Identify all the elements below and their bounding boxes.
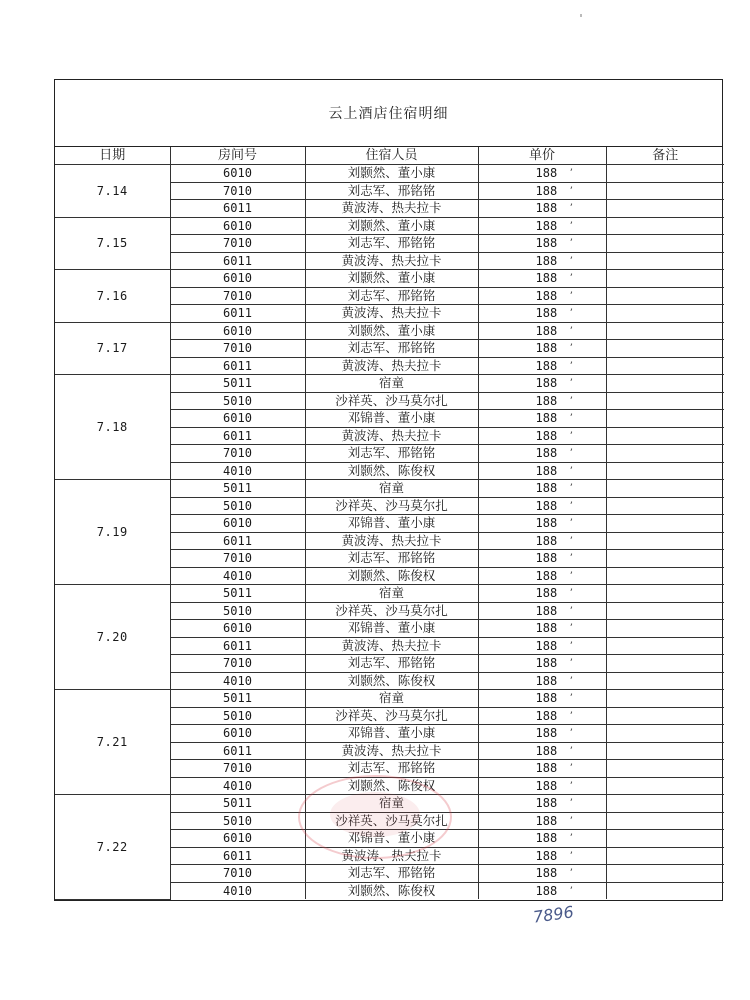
price-value: 188 — [535, 848, 558, 863]
price-cell — [478, 865, 606, 883]
price-cell — [478, 357, 606, 375]
price-value: 188 — [535, 568, 558, 583]
guests-cell: 黄波涛、热夫拉卡 — [305, 427, 478, 445]
note-cell — [606, 340, 724, 358]
guests-cell: 黄波涛、热夫拉卡 — [305, 357, 478, 375]
note-cell — [606, 865, 724, 883]
table-row — [55, 375, 724, 393]
price-cell — [478, 445, 606, 463]
guests-cell: 刘颢然、董小康 — [305, 217, 478, 235]
check-mark-icon: ʼ — [568, 500, 574, 511]
handwritten-total: 7896 — [531, 902, 575, 927]
check-mark-icon: ʼ — [568, 448, 574, 458]
lodging-table — [55, 147, 724, 900]
price-cell — [478, 795, 606, 813]
guests-cell: 刘志军、邢铭铭 — [305, 287, 478, 305]
header-guests: 住宿人员 — [305, 147, 478, 165]
check-mark-icon: ʼ — [568, 693, 574, 703]
note-cell — [606, 392, 724, 410]
note-cell — [606, 847, 724, 865]
scan-speck — [580, 14, 582, 17]
guests-cell: 沙祥英、沙马莫尔扎 — [305, 497, 478, 515]
room-cell: 6010 — [170, 620, 305, 638]
room-cell: 4010 — [170, 777, 305, 795]
guests-cell: 刘志军、邢铭铭 — [305, 235, 478, 253]
room-cell: 5010 — [170, 602, 305, 620]
room-cell: 5010 — [170, 707, 305, 725]
note-cell — [606, 882, 724, 899]
guests-cell: 沙祥英、沙马莫尔扎 — [305, 392, 478, 410]
check-mark-icon: ʼ — [568, 868, 574, 878]
check-mark-icon: ʼ — [568, 290, 574, 301]
guests-cell: 刘志军、邢铭铭 — [305, 445, 478, 463]
note-cell — [606, 410, 724, 428]
price-cell — [478, 672, 606, 690]
note-cell — [606, 322, 724, 340]
price-value: 188 — [535, 411, 558, 426]
check-mark-icon: ʼ — [568, 710, 574, 721]
price-cell — [478, 480, 606, 498]
guests-cell: 刘颢然、董小康 — [305, 165, 478, 183]
header-note: 备注 — [606, 147, 724, 165]
guests-cell: 黄波涛、热夫拉卡 — [305, 532, 478, 550]
guests-cell: 刘志军、邢铭铭 — [305, 865, 478, 883]
price-cell — [478, 497, 606, 515]
price-value: 188 — [535, 586, 558, 601]
room-cell: 6011 — [170, 357, 305, 375]
note-cell — [606, 602, 724, 620]
note-cell — [606, 445, 724, 463]
guests-cell: 沙祥英、沙马莫尔扎 — [305, 707, 478, 725]
price-value: 188 — [535, 726, 558, 741]
note-cell — [606, 515, 724, 533]
price-cell — [478, 567, 606, 585]
price-value: 188 — [535, 761, 558, 776]
guests-cell: 黄波涛、热夫拉卡 — [305, 742, 478, 760]
price-cell — [478, 182, 606, 200]
note-cell — [606, 812, 724, 830]
check-mark-icon: ʼ — [568, 553, 574, 563]
room-cell: 5010 — [170, 812, 305, 830]
check-mark-icon: ʼ — [568, 518, 574, 528]
room-cell: 6010 — [170, 725, 305, 743]
price-value: 188 — [535, 533, 558, 548]
price-cell — [478, 725, 606, 743]
price-value: 188 — [535, 358, 558, 373]
check-mark-icon: ʼ — [568, 885, 574, 896]
price-value: 188 — [535, 463, 558, 478]
price-value: 188 — [535, 393, 558, 408]
price-value: 188 — [535, 883, 558, 898]
room-cell: 6010 — [170, 515, 305, 533]
room-cell: 7010 — [170, 550, 305, 568]
note-cell — [606, 217, 724, 235]
check-mark-icon: ʼ — [568, 833, 574, 843]
price-value: 188 — [535, 253, 558, 268]
room-cell: 7010 — [170, 655, 305, 673]
room-cell: 6010 — [170, 830, 305, 848]
guests-cell: 黄波涛、热夫拉卡 — [305, 637, 478, 655]
price-value: 188 — [535, 323, 558, 338]
date-cell: 7.17 — [55, 322, 170, 375]
note-cell — [606, 567, 724, 585]
lodging-sheet — [54, 79, 723, 901]
price-value: 188 — [535, 288, 558, 303]
room-cell: 6011 — [170, 305, 305, 323]
guests-cell: 邓锦普、董小康 — [305, 515, 478, 533]
room-cell: 6010 — [170, 270, 305, 288]
note-cell — [606, 620, 724, 638]
check-mark-icon: ʼ — [568, 360, 574, 371]
date-cell: 7.19 — [55, 480, 170, 585]
header-row — [55, 147, 724, 165]
room-cell: 6011 — [170, 637, 305, 655]
note-cell — [606, 777, 724, 795]
guests-cell: 刘颢然、陈俊权 — [305, 462, 478, 480]
price-cell — [478, 392, 606, 410]
note-cell — [606, 165, 724, 183]
room-cell: 7010 — [170, 182, 305, 200]
note-cell — [606, 550, 724, 568]
table-row — [55, 165, 724, 183]
check-mark-icon: ʼ — [568, 465, 574, 476]
price-value: 188 — [535, 201, 558, 216]
price-value: 188 — [535, 516, 558, 531]
note-cell — [606, 497, 724, 515]
price-cell — [478, 690, 606, 708]
guests-cell: 刘志军、邢铭铭 — [305, 550, 478, 568]
note-cell — [606, 585, 724, 603]
guests-cell: 刘颢然、陈俊权 — [305, 882, 478, 899]
room-cell: 5010 — [170, 392, 305, 410]
price-value: 188 — [535, 638, 558, 653]
price-value: 188 — [535, 673, 558, 688]
price-cell — [478, 287, 606, 305]
price-value: 188 — [535, 813, 558, 828]
check-mark-icon: ʼ — [568, 185, 574, 196]
guests-cell: 黄波涛、热夫拉卡 — [305, 305, 478, 323]
guests-cell: 刘志军、邢铭铭 — [305, 760, 478, 778]
check-mark-icon: ʼ — [568, 728, 574, 738]
room-cell: 4010 — [170, 672, 305, 690]
price-cell — [478, 217, 606, 235]
check-mark-icon: ʼ — [568, 308, 574, 318]
price-cell — [478, 375, 606, 393]
room-cell: 6010 — [170, 410, 305, 428]
note-cell — [606, 672, 724, 690]
document-title — [55, 80, 722, 147]
check-mark-icon: ʼ — [568, 850, 574, 861]
price-cell — [478, 655, 606, 673]
check-mark-icon: ʼ — [568, 798, 574, 808]
price-value: 188 — [535, 708, 558, 723]
guests-cell: 刘颢然、董小康 — [305, 270, 478, 288]
guests-cell: 宿童 — [305, 375, 478, 393]
table-row — [55, 217, 724, 235]
room-cell: 6011 — [170, 742, 305, 760]
date-cell: 7.20 — [55, 585, 170, 690]
date-cell: 7.14 — [55, 165, 170, 218]
table-body — [55, 165, 724, 900]
price-value: 188 — [535, 796, 558, 811]
price-cell — [478, 602, 606, 620]
price-cell — [478, 305, 606, 323]
price-cell — [478, 515, 606, 533]
price-value: 188 — [535, 656, 558, 671]
check-mark-icon: ʼ — [568, 220, 574, 231]
guests-cell: 黄波涛、热夫拉卡 — [305, 252, 478, 270]
guests-cell: 刘颢然、陈俊权 — [305, 567, 478, 585]
guests-cell: 刘颢然、陈俊权 — [305, 777, 478, 795]
price-cell — [478, 830, 606, 848]
table-row — [55, 270, 724, 288]
price-cell — [478, 550, 606, 568]
price-value: 188 — [535, 341, 558, 356]
price-cell — [478, 270, 606, 288]
price-value: 188 — [535, 428, 558, 443]
check-mark-icon: ʼ — [568, 378, 574, 388]
price-value: 188 — [535, 603, 558, 618]
date-cell: 7.16 — [55, 270, 170, 323]
room-cell: 7010 — [170, 235, 305, 253]
guests-cell: 宿童 — [305, 795, 478, 813]
guests-cell: 黄波涛、热夫拉卡 — [305, 200, 478, 218]
check-mark-icon: ʼ — [568, 483, 574, 493]
note-cell — [606, 725, 724, 743]
check-mark-icon: ʼ — [568, 203, 574, 213]
room-cell: 4010 — [170, 462, 305, 480]
guests-cell: 沙祥英、沙马莫尔扎 — [305, 812, 478, 830]
guests-cell: 宿童 — [305, 585, 478, 603]
note-cell — [606, 200, 724, 218]
guests-cell: 邓锦普、董小康 — [305, 830, 478, 848]
room-cell: 7010 — [170, 287, 305, 305]
guests-cell: 邓锦普、董小康 — [305, 620, 478, 638]
price-value: 188 — [535, 551, 558, 566]
guests-cell: 沙祥英、沙马莫尔扎 — [305, 602, 478, 620]
room-cell: 6011 — [170, 532, 305, 550]
room-cell: 4010 — [170, 882, 305, 899]
room-cell: 4010 — [170, 567, 305, 585]
check-mark-icon: ʼ — [568, 763, 574, 773]
price-value: 188 — [535, 271, 558, 286]
table-row — [55, 322, 724, 340]
price-cell — [478, 847, 606, 865]
price-cell — [478, 235, 606, 253]
check-mark-icon: ʼ — [568, 325, 574, 336]
price-cell — [478, 620, 606, 638]
price-cell — [478, 812, 606, 830]
price-cell — [478, 760, 606, 778]
price-cell — [478, 532, 606, 550]
room-cell: 6010 — [170, 217, 305, 235]
note-cell — [606, 252, 724, 270]
guests-cell: 刘颢然、董小康 — [305, 322, 478, 340]
check-mark-icon: ʼ — [568, 588, 574, 598]
price-cell — [478, 252, 606, 270]
room-cell: 7010 — [170, 445, 305, 463]
room-cell: 6011 — [170, 200, 305, 218]
note-cell — [606, 690, 724, 708]
room-cell: 7010 — [170, 340, 305, 358]
guests-cell: 邓锦普、董小康 — [305, 410, 478, 428]
note-cell — [606, 427, 724, 445]
price-value: 188 — [535, 218, 558, 233]
note-cell — [606, 830, 724, 848]
header-room: 房间号 — [170, 147, 305, 165]
room-cell: 7010 — [170, 760, 305, 778]
check-mark-icon: ʼ — [568, 255, 574, 266]
room-cell: 7010 — [170, 865, 305, 883]
note-cell — [606, 357, 724, 375]
price-value: 188 — [535, 691, 558, 706]
check-mark-icon: ʼ — [568, 168, 574, 178]
price-cell — [478, 637, 606, 655]
header-date: 日期 — [55, 147, 170, 165]
price-value: 188 — [535, 446, 558, 461]
room-cell: 5011 — [170, 690, 305, 708]
check-mark-icon: ʼ — [568, 430, 574, 441]
check-mark-icon: ʼ — [568, 343, 574, 353]
price-cell — [478, 742, 606, 760]
price-value: 188 — [535, 621, 558, 636]
guests-cell: 黄波涛、热夫拉卡 — [305, 847, 478, 865]
check-mark-icon: ʼ — [568, 745, 574, 756]
check-mark-icon: ʼ — [568, 658, 574, 668]
date-cell: 7.18 — [55, 375, 170, 480]
price-cell — [478, 777, 606, 795]
check-mark-icon: ʼ — [568, 605, 574, 616]
note-cell — [606, 462, 724, 480]
note-cell — [606, 707, 724, 725]
check-mark-icon: ʼ — [568, 815, 574, 826]
price-value: 188 — [535, 183, 558, 198]
table-row — [55, 795, 724, 813]
price-value: 188 — [535, 778, 558, 793]
note-cell — [606, 287, 724, 305]
price-value: 188 — [535, 166, 558, 181]
price-value: 188 — [535, 236, 558, 251]
note-cell — [606, 760, 724, 778]
room-cell: 5011 — [170, 795, 305, 813]
price-cell — [478, 882, 606, 899]
price-value: 188 — [535, 743, 558, 758]
date-cell: 7.22 — [55, 795, 170, 900]
date-cell: 7.15 — [55, 217, 170, 270]
note-cell — [606, 305, 724, 323]
price-cell — [478, 427, 606, 445]
check-mark-icon: ʼ — [568, 238, 574, 248]
price-cell — [478, 585, 606, 603]
table-row — [55, 585, 724, 603]
note-cell — [606, 270, 724, 288]
note-cell — [606, 532, 724, 550]
note-cell — [606, 795, 724, 813]
price-cell — [478, 165, 606, 183]
note-cell — [606, 637, 724, 655]
price-cell — [478, 410, 606, 428]
price-value: 188 — [535, 376, 558, 391]
check-mark-icon: ʼ — [568, 623, 574, 633]
price-value: 188 — [535, 498, 558, 513]
title-text: 云上酒店住宿明细 — [328, 106, 449, 122]
check-mark-icon: ʼ — [568, 273, 574, 283]
room-cell: 5011 — [170, 375, 305, 393]
price-value: 188 — [535, 831, 558, 846]
note-cell — [606, 375, 724, 393]
header-price: 单价 — [478, 147, 606, 165]
note-cell — [606, 235, 724, 253]
check-mark-icon: ʼ — [568, 675, 574, 686]
room-cell: 6011 — [170, 427, 305, 445]
guests-cell: 刘颢然、陈俊权 — [305, 672, 478, 690]
date-cell: 7.21 — [55, 690, 170, 795]
room-cell: 5011 — [170, 480, 305, 498]
price-cell — [478, 322, 606, 340]
price-cell — [478, 200, 606, 218]
note-cell — [606, 182, 724, 200]
check-mark-icon: ʼ — [568, 395, 574, 406]
room-cell: 6011 — [170, 847, 305, 865]
check-mark-icon: ʼ — [568, 780, 574, 791]
price-cell — [478, 707, 606, 725]
room-cell: 5010 — [170, 497, 305, 515]
guests-cell: 邓锦普、董小康 — [305, 725, 478, 743]
room-cell: 5011 — [170, 585, 305, 603]
table-row — [55, 690, 724, 708]
check-mark-icon: ʼ — [568, 640, 574, 651]
guests-cell: 刘志军、邢铭铭 — [305, 655, 478, 673]
price-value: 188 — [535, 866, 558, 881]
guests-cell: 刘志军、邢铭铭 — [305, 182, 478, 200]
note-cell — [606, 742, 724, 760]
check-mark-icon: ʼ — [568, 535, 574, 546]
room-cell: 6010 — [170, 165, 305, 183]
guests-cell: 宿童 — [305, 690, 478, 708]
check-mark-icon: ʼ — [568, 570, 574, 581]
guests-cell: 宿童 — [305, 480, 478, 498]
price-value: 188 — [535, 481, 558, 496]
price-value: 188 — [535, 306, 558, 321]
price-cell — [478, 340, 606, 358]
note-cell — [606, 655, 724, 673]
room-cell: 6010 — [170, 322, 305, 340]
guests-cell: 刘志军、邢铭铭 — [305, 340, 478, 358]
check-mark-icon: ʼ — [568, 413, 574, 423]
room-cell: 6011 — [170, 252, 305, 270]
price-cell — [478, 462, 606, 480]
table-row — [55, 480, 724, 498]
note-cell — [606, 480, 724, 498]
